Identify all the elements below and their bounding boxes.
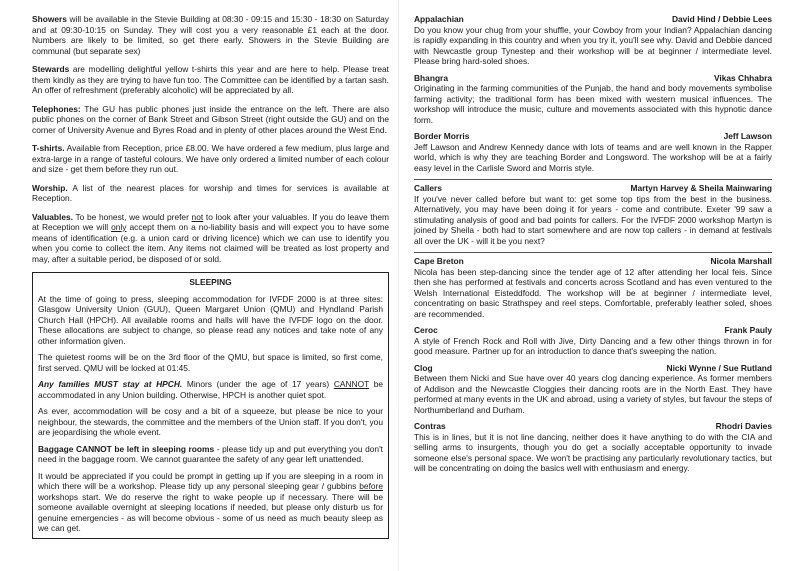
stewards-paragraph bbox=[32, 64, 389, 96]
dance-name: Contras bbox=[414, 421, 446, 431]
dance-teacher: Jeff Lawson bbox=[723, 131, 772, 141]
showers-text: will be available in the Stevie Building at 08:30 - 09:15 and 15:30 - 18:30 on Saturday and at 09:30-10:15 on Sunday. They will cost you a very reasonable £1 each at the door. Numbers are likely to be limited, so get there early. Showers in the Stevie Building are communal (but separate sex) bbox=[32, 14, 389, 56]
dance-description: Jeff Lawson and Andrew Kennedy dance with lots of teams and are well known in the Rapper world, which is why they are teaching Border and Longsword. The workshop will be at a fairly easy level in the Carlisle Sword and Morris style. bbox=[414, 141, 772, 173]
telephones-heading: Telephones: bbox=[32, 103, 81, 114]
worship-paragraph bbox=[32, 183, 389, 204]
dance-entry-contras bbox=[414, 421, 772, 474]
dance-teacher: David Hind / Debbie Lees bbox=[671, 14, 772, 24]
dance-description: If you've never called before but want to: get some top tips from the best in the business. Alternatively, you may have been doing it for years - come and contribute. Exeter '99 saw a stimulating analysis of good and bad points for callers. For the IVFDF 2000 workshop Martyn is joined by Sheila - both had to start somewhere and are now top callers - in demand at festivals all over the UK - will it be you next? bbox=[414, 193, 772, 246]
sleeping-baggage-paragraph bbox=[38, 444, 383, 465]
dance-teacher: Nicola Marshall bbox=[710, 256, 772, 266]
right-column bbox=[414, 14, 772, 480]
showers-heading: Showers bbox=[32, 14, 67, 24]
telephones-paragraph bbox=[32, 104, 389, 136]
families-notice: Any families MUST stay at HPCH. bbox=[38, 379, 183, 389]
worship-text: A list of the nearest places for worship and times for services is available at Reception. bbox=[32, 182, 389, 203]
dance-description: Do you know your chug from your shuffle, your Cowboy from your Indian? Appalachian dancing is rapidly expanding in this country and when you try it, you'll see why. David and Debbie danced with Newcastle group Tynestep and their workshop will be at beginner / intermediate level. Please bring hard-soled shoes. bbox=[414, 24, 772, 66]
valuables-text-3: accept them on a no-liability basis and will expect you to have some means of identification (e.g. a union card or driving licence) which we can use to identify you when you come to collect the item. Any items not claimed will be treated as lost property and may, after a suitable period, be disposed of or sold. bbox=[32, 222, 390, 264]
workshop-before: before bbox=[359, 481, 383, 491]
stewards-heading: Stewards bbox=[32, 64, 70, 74]
families-text-b: be accommodated in any Union building. Otherwise, HPCH is another quiet spot. bbox=[38, 379, 384, 400]
dance-name: Ceroc bbox=[414, 325, 438, 335]
dance-entry-appalachian bbox=[414, 14, 772, 67]
dance-description: Originating in the farming communities of the Punjab, the hand and body movements symbolise farming activity; the traditional form has been mixed with western musical influences. The workshop will introduce the music, culture and movements associated with this hypnotic dance form. bbox=[414, 83, 772, 125]
dance-teacher: Vikas Chhabra bbox=[713, 72, 772, 83]
dance-teacher: Frank Pauly bbox=[724, 325, 772, 335]
dance-description: Between them Nicki and Sue have over 40 years clog dancing experience. As former members of Addison and the Newcastle Cloggies their dancing roots are in the North East. They have performed at many events in the UK and abroad, using a variety of styles, but favour the steps of Northumberland and Durham. bbox=[414, 373, 772, 415]
dance-name: Cape Breton bbox=[414, 256, 464, 266]
workshop-text-a: It would be appreciated if you could be prompt in getting up if you are sleeping in a room in which there will be a workshop. Please tidy up any personal sleeping gear / gubbins bbox=[38, 470, 383, 491]
page-fold bbox=[398, 0, 399, 571]
dance-description: This is in lines, but it is not line dancing, neither does it have anything to do with the CIA and selling arms to insurgents, though you do get a socially acceptable opportunity to invade someone else's personal space. We won't be practising any particularly revolutionary tactics, but will be concentrating on doing the basics well with enthusiasm and energy. bbox=[414, 431, 772, 473]
tshirts-paragraph bbox=[32, 143, 389, 175]
dance-description: Nicola has been step-dancing since the tender age of 12 after attending her local feis. Since then she has performed at festivals and concerts across Scotland and has even ventured to the Welsh International Eisteddfodd. The workshop will be at beginner / intermediate level, concentrating on basic Strathspey and reel steps. Comfortable, preferably leather soled, shoes are recommended. bbox=[414, 266, 772, 319]
families-cannot: CANNOT bbox=[333, 379, 370, 389]
dance-name: Appalachian bbox=[414, 14, 464, 24]
dance-entry-callers bbox=[414, 179, 772, 246]
stewards-text: are modelling delightful yellow t-shirts this year and are here to help. Please treat them kindly as they are trying to have fun too. The Committee can be identified by a tartan sash. An offer of refreshment (preferably alcoholic) will be appreciated by all. bbox=[32, 64, 389, 95]
dance-name: Bhangra bbox=[414, 72, 448, 83]
workshop-text-b: workshops start. We do reserve the right to wake people up if necessary. There will be someone available overnight at sleeping locations if needed, but please only disturb us for genuine emergencies - as will become obvious - some of us need as much beauty sleep as we can get. bbox=[38, 491, 383, 533]
valuables-text-1: To be honest, we would prefer bbox=[75, 211, 189, 222]
tshirts-text: Available from Reception, price £8.00. We have ordered a few medium, plus large and extra-large in a range of tasteful colours. We have only ordered a limited number of each colour and size - get them before they run out. bbox=[32, 143, 389, 174]
valuables-heading: Valuables. bbox=[32, 211, 73, 222]
sleeping-box bbox=[32, 272, 389, 539]
sleeping-quiet-paragraph: The quietest rooms will be on the 3rd floor of the QMU, but space is limited, so first come, first served. QMU will be locked at 01:45. bbox=[38, 352, 383, 373]
sleeping-title: SLEEPING bbox=[189, 277, 232, 287]
sleeping-cosy-paragraph: As ever, accommodation will be cosy and a bit of a squeeze, but please be nice to your neighbour, the stewards, the committee and the members of the Union staff. If you don't, you are jeopardising the whole event. bbox=[38, 406, 383, 437]
showers-paragraph bbox=[32, 14, 389, 56]
dance-teacher: Nicki Wynne / Sue Rutland bbox=[666, 362, 772, 373]
valuables-not: not bbox=[191, 211, 204, 222]
dance-entry-bhangra bbox=[414, 73, 772, 126]
families-text-a: Minors (under the age of 17 years) bbox=[186, 379, 330, 389]
sleeping-families-paragraph bbox=[38, 379, 383, 400]
tshirts-heading: T-shirts. bbox=[32, 143, 65, 153]
telephones-text: The GU has public phones just inside the entrance on the left. There are also public phones on the corner of Bank Street and Gibson Street (right outside the GU) and on the corner of University Avenue and Byres Road and in plenty of other places around the West End. bbox=[32, 103, 389, 135]
dance-description: A style of French Rock and Roll with Jive, Dirty Dancing and a few other things thrown in for good measure. Partner up for an introduction to dance that's sweeping the nation. bbox=[414, 335, 772, 356]
baggage-text: - please tidy up and put everything you don't need in the baggage room. We cannot guarantee the safety of any gear left unattended. bbox=[38, 443, 384, 464]
valuables-only: only bbox=[111, 222, 127, 232]
sleeping-workshop-paragraph bbox=[38, 471, 383, 534]
dance-name: Border Morris bbox=[414, 131, 470, 141]
dance-name: Clog bbox=[414, 362, 433, 373]
dance-teacher: Martyn Harvey & Sheila Mainwaring bbox=[630, 183, 772, 193]
dance-entry-ceroc bbox=[414, 325, 772, 357]
dance-name: Callers bbox=[414, 183, 442, 193]
valuables-text-2: to look after your valuables. If you do leave them at Reception we will bbox=[32, 211, 390, 232]
worship-heading: Worship. bbox=[32, 182, 68, 193]
sleeping-sites-paragraph: At the time of going to press, sleeping accommodation for IVFDF 2000 is at three sites: Glasgow University Union (GUU), Queen Margaret Union (QMU) and Hyndland Parish Church Hall (HPCH). All available rooms and halls will have the IVFDF logo on the door. These allocations are subject to change, so please read any notices and take note of any other information given. bbox=[38, 293, 383, 346]
baggage-notice: Baggage CANNOT be left in sleeping rooms bbox=[38, 443, 215, 454]
left-column bbox=[32, 14, 389, 539]
dance-entry-border-morris bbox=[414, 131, 772, 173]
valuables-paragraph bbox=[32, 212, 389, 265]
dance-entry-clog bbox=[414, 363, 772, 416]
dance-teacher: Rhodri Davies bbox=[715, 421, 772, 431]
dance-entry-cape-breton bbox=[414, 252, 772, 319]
